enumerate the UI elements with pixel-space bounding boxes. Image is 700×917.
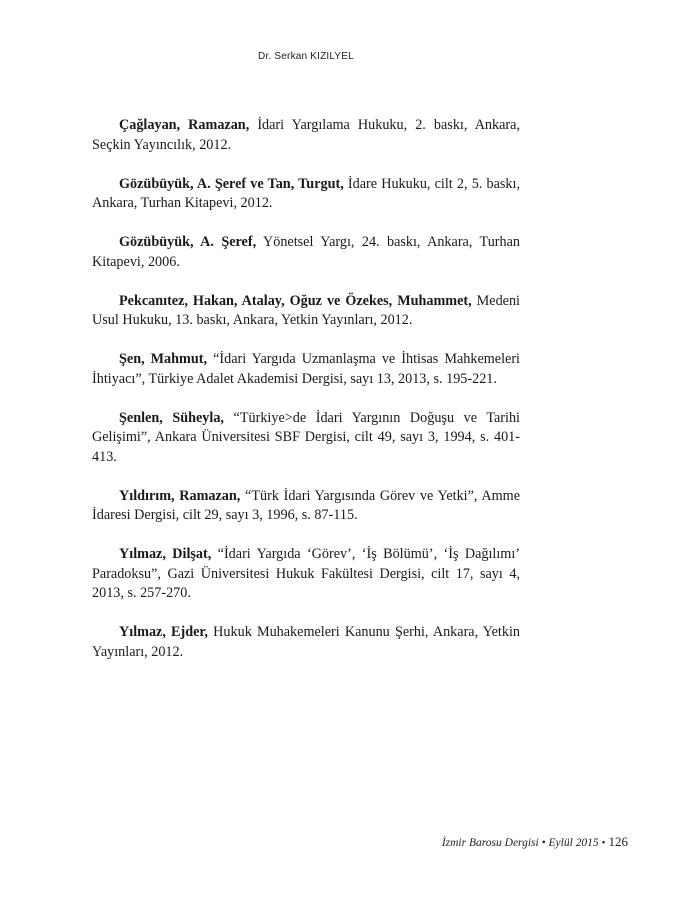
reference-author: Gözübüyük, A. Şeref ve Tan, Turgut,: [119, 175, 344, 192]
reference-details: “Türk İdari Yargısında Görev ve Yetki”, Amme İdaresi Dergisi, cilt 29, sayı 3, 1996, s. 87-115.: [92, 487, 520, 523]
reference-details: İdari Yargılama Hukuku, 2. baskı, Ankara, Seçkin Yayıncılık, 2012.: [92, 117, 520, 153]
reference-entry: [92, 116, 520, 155]
reference-entry: [92, 350, 520, 389]
reference-entry: [92, 487, 520, 526]
reference-author: Yılmaz, Ejder,: [119, 624, 208, 640]
reference-details: “Türkiye>de İdari Yargının Doğuşu ve Tarihi Gelişimi”, Ankara Üniversitesi SBF Dergisi, cilt 49, sayı 3, 1994, s. 401-413.: [92, 409, 520, 465]
running-header: Dr. Serkan KIZILYEL: [258, 51, 354, 62]
reference-author: Gözübüyük, A. Şeref,: [119, 234, 257, 250]
footer-separator: •: [601, 837, 606, 849]
reference-author: Şenlen, Süheyla,: [119, 409, 224, 426]
reference-details: “İdari Yargıda ‘Görev’, ‘İş Bölümü’, ‘İş Dağılımı’ Paradoksu”, Gazi Üniversitesi Hukuk Fakültesi Dergisi, cilt 17, sayı 4, 2013, s. 257-270.: [92, 546, 520, 601]
reference-entry: [92, 292, 520, 331]
bibliography-list: [92, 116, 520, 682]
reference-author: Yıldırım, Ramazan,: [119, 487, 241, 504]
reference-entry: [92, 409, 520, 468]
reference-author: Çağlayan, Ramazan,: [119, 117, 250, 133]
reference-details: Yönetsel Yargı, 24. baskı, Ankara, Turhan Kitapevi, 2006.: [92, 234, 520, 270]
reference-entry: [92, 545, 520, 604]
reference-details: Hukuk Muhakemeleri Kanunu Şerhi, Ankara, Yetkin Yayınları, 2012.: [92, 624, 520, 660]
reference-author: Pekcanıtez, Hakan, Atalay, Oğuz ve Özekes, Muhammet,: [119, 292, 472, 309]
reference-entry: [92, 175, 520, 214]
reference-entry: [92, 233, 520, 272]
page-number: 126: [608, 834, 628, 849]
reference-entry: [92, 623, 520, 662]
reference-details: “İdari Yargıda Uzmanlaşma ve İhtisas Mahkemeleri İhtiyacı”, Türkiye Adalet Akademisi Dergisi, sayı 13, 2013, s. 195-221.: [92, 351, 520, 387]
reference-author: Yılmaz, Dilşat,: [119, 546, 212, 562]
page-footer: [0, 833, 628, 851]
reference-details: Medeni Usul Hukuku, 13. baskı, Ankara, Yetkin Yayınları, 2012.: [92, 292, 520, 328]
reference-details: İdare Hukuku, cilt 2, 5. baskı, Ankara, Turhan Kitapevi, 2012.: [92, 175, 521, 211]
reference-author: Şen, Mahmut,: [119, 351, 208, 367]
footer-journal: İzmir Barosu Dergisi • Eylül 2015: [441, 837, 599, 849]
